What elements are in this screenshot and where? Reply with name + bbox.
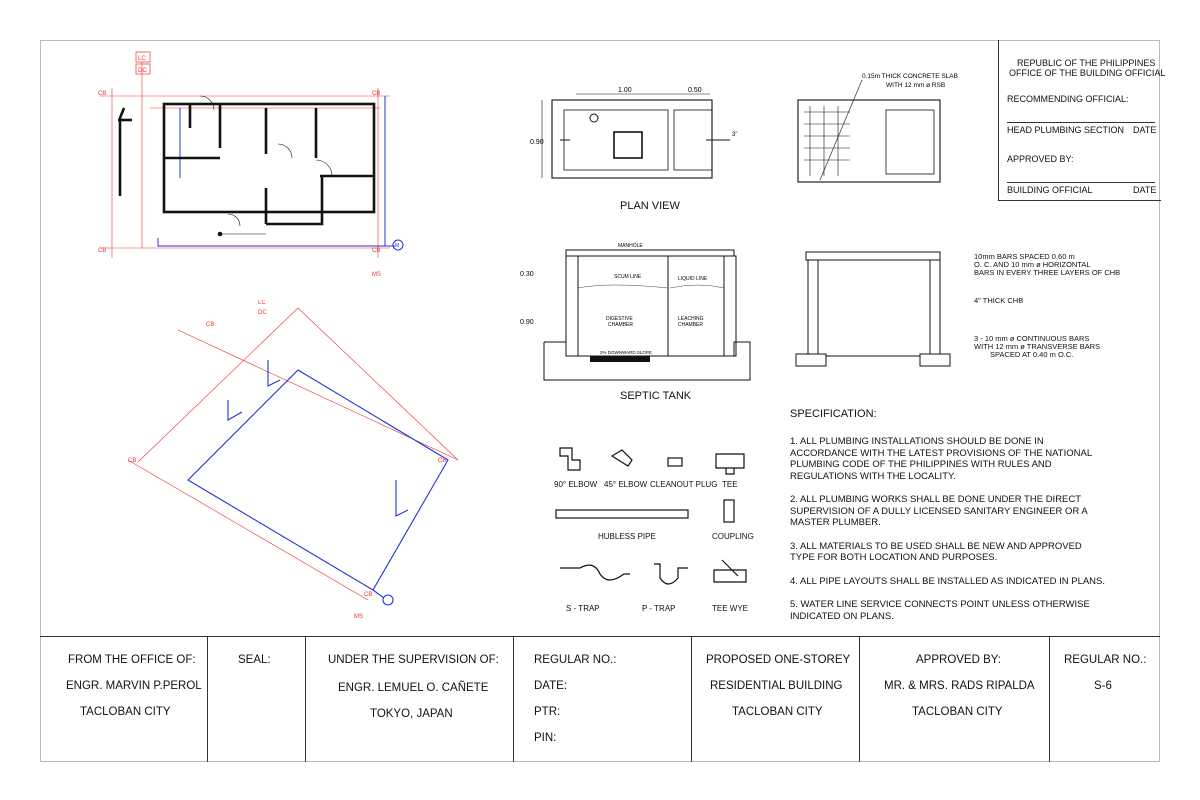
supervisor-city: TOKYO, JAPAN: [370, 708, 453, 720]
signature-line: [1007, 182, 1155, 183]
hubless-label: HUBLESS PIPE: [598, 532, 656, 541]
lc-tag: LC: [138, 56, 146, 62]
elbow-45-icon: [612, 450, 632, 466]
slab-plan-drawing: [790, 70, 1010, 190]
chb-note: 4" THICK CHB: [974, 296, 1024, 305]
dim-0-50: 0.50: [688, 87, 702, 94]
septic-tank-section: [518, 238, 758, 386]
cont-bars-note-2: WITH 12 mm ø TRANSVERSE BARS: [974, 342, 1101, 351]
date-label: DATE:: [534, 680, 568, 692]
owner-name: MR. & MRS. RADS RIPALDA: [884, 680, 1035, 692]
tee-label: TEE: [722, 480, 738, 489]
sheet-number: S-6: [1094, 680, 1112, 692]
cb-tag: CB: [128, 458, 137, 464]
spec-item: 4. ALL PIPE LAYOUTS SHALL BE INSTALLED AS INDICATED IN PLANS.: [790, 575, 1106, 587]
regular-no-label-2: REGULAR NO.:: [1064, 654, 1147, 666]
elbow45-label: 45° ELBOW: [604, 480, 648, 489]
spec-item: 2. ALL PLUMBING WORKS SHALL BE DONE UNDER THE DIRECT SUPERVISION OF A DULLY LICENSED SANITARY ENGINEER OR A MASTER PLUMBER.: [790, 494, 1088, 528]
ms-tag: MS: [354, 614, 363, 620]
manhole-label: MANHOLE: [618, 243, 643, 249]
cb-tag: CB: [364, 592, 373, 598]
m-tag: M: [395, 243, 400, 249]
septic-tank-title: SEPTIC TANK: [620, 390, 692, 402]
title-cell-sheet: [1050, 636, 1160, 762]
cb-tag: CB: [372, 91, 381, 97]
liquid-line-label: LIQUID LINE: [678, 276, 708, 282]
project-line-2: RESIDENTIAL BUILDING: [710, 680, 843, 692]
title-cell-regular: [514, 636, 692, 762]
supervision-label: UNDER THE SUPERVISION OF:: [328, 654, 499, 666]
cleanout-label: CLEANOUT PLUG: [650, 480, 718, 489]
supervisor-name: ENGR. LEMUEL O. CAÑETE: [338, 682, 489, 694]
slab-note-1: 0.15m THICK CONCRETE SLAB: [862, 73, 958, 80]
digestive-label-1: DIGESTIVE: [606, 316, 633, 322]
bars-note-3: BARS IN EVERY THREE LAYERS OF CHB: [974, 268, 1121, 277]
title-cell-seal: [208, 636, 306, 762]
regular-no-label: REGULAR NO.:: [534, 654, 617, 666]
pipe-size-label: 3": [732, 132, 738, 138]
building-official-label: BUILDING OFFICIAL: [1007, 185, 1093, 195]
wall-section-drawing: [790, 244, 960, 370]
city-label: TACLOBAN CITY: [80, 706, 171, 718]
plan-view-title: PLAN VIEW: [620, 200, 680, 212]
dim-0-90: 0.90: [530, 139, 544, 146]
date-label: DATE: [1133, 185, 1157, 195]
dc-tag: DC: [258, 310, 267, 316]
cont-bars-note-1: 3 - 10 mm ø CONTINUOUS BARS: [974, 334, 1090, 343]
cont-bars-note-3: SPACED AT 0.40 m O.C.: [990, 350, 1074, 359]
spec-item: 1. ALL PLUMBING INSTALLATIONS SHOULD BE DONE IN ACCORDANCE WITH THE LATEST PROVISIONS OF THE NATIONAL PLUMBING CODE OF THE PHILIPPINES WITH RULES AND REGULATIONS WITH THE LOCALITY.: [790, 436, 1092, 482]
owner-city: TACLOBAN CITY: [912, 706, 1003, 718]
cb-tag: CB: [372, 248, 381, 254]
p-trap-icon: [654, 564, 688, 584]
approved-by-label: APPROVED BY:: [916, 654, 1002, 666]
coupling-label: COUPLING: [712, 532, 754, 541]
pin-label: PIN:: [534, 732, 557, 744]
dim-1-00: 1.00: [618, 87, 632, 94]
tee-wye-icon: [714, 560, 746, 582]
signature-line: [1007, 122, 1155, 123]
hubless-pipe-icon: [556, 510, 688, 518]
specification-title: SPECIFICATION:: [790, 408, 877, 420]
coupling-icon: [724, 500, 734, 522]
specification-list: [790, 436, 1108, 634]
approved-by-label: APPROVED BY:: [1007, 154, 1074, 164]
seal-label: SEAL:: [238, 654, 271, 666]
cb-tag: CB: [206, 322, 215, 328]
slab-note-2: WITH 12 mm ø RSB: [886, 82, 946, 89]
cb-tag: CB: [98, 91, 107, 97]
cb-tag: CB: [438, 458, 447, 464]
head-plumbing-label: HEAD PLUMBING SECTION: [1007, 125, 1125, 135]
floor-plan-drawing: [90, 48, 420, 278]
fittings-legend-drawings: [550, 440, 760, 610]
lc-tag: LC: [258, 300, 266, 306]
s-trap-icon: [560, 565, 630, 580]
ptr-label: PTR:: [534, 706, 561, 718]
office-label: OFFICE OF THE BUILDING OFFICIAL: [1009, 68, 1166, 78]
isometric-pipe-diagram: [118, 300, 478, 620]
title-cell-project: [692, 636, 860, 762]
cleanout-plug-icon: [668, 458, 682, 466]
elbow-90-icon: [560, 448, 580, 470]
title-cell-approved: [860, 636, 1050, 762]
s-trap-label: S - TRAP: [566, 604, 600, 613]
elbow90-label: 90° ELBOW: [554, 480, 598, 489]
project-line-1: PROPOSED ONE-STOREY: [706, 654, 851, 666]
recommending-label: RECOMMENDING OFFICIAL:: [1007, 94, 1129, 104]
bars-note-1: 10mm BARS SPACED 0.60 m: [974, 252, 1075, 261]
project-city: TACLOBAN CITY: [732, 706, 823, 718]
tee-icon: [716, 454, 744, 474]
digestive-label-2: CHAMBER: [608, 322, 634, 328]
spec-item: 3. ALL MATERIALS TO BE USED SHALL BE NEW AND APPROVED TYPE FOR BOTH LOCATION AND PURPOSES.: [790, 540, 1082, 563]
dim-0-90: 0.90: [520, 319, 534, 326]
from-office-label: FROM THE OFFICE OF:: [68, 654, 196, 666]
bars-note-2: O. C. AND 10 mm ø HORIZONTAL: [974, 260, 1091, 269]
spec-item: 5. WATER LINE SERVICE CONNECTS POINT UNLESS OTHERWISE INDICATED ON PLANS.: [790, 599, 1090, 622]
engineer-name: ENGR. MARVIN P.PEROL: [66, 680, 202, 692]
date-label: DATE: [1133, 125, 1157, 135]
title-cell-from: [40, 636, 208, 762]
dc-tag: DC: [138, 68, 147, 74]
approval-box: [998, 40, 1166, 201]
country-label: REPUBLIC OF THE PHILIPPINES: [1017, 58, 1156, 68]
title-cell-supervision: [306, 636, 514, 762]
cb-tag: CB: [98, 248, 107, 254]
slope-label: 2% DOWNWARD SLOPE: [600, 350, 652, 355]
scum-line-label: SCUM LINE: [614, 274, 642, 280]
dim-0-30: 0.30: [520, 271, 534, 278]
leaching-label-1: LEACHING: [678, 316, 704, 322]
ms-tag: MS: [372, 272, 381, 278]
plan-view-drawing: [530, 80, 750, 190]
p-trap-label: P - TRAP: [642, 604, 676, 613]
leaching-label-2: CHAMBER: [678, 322, 704, 328]
tee-wye-label: TEE WYE: [712, 604, 749, 613]
